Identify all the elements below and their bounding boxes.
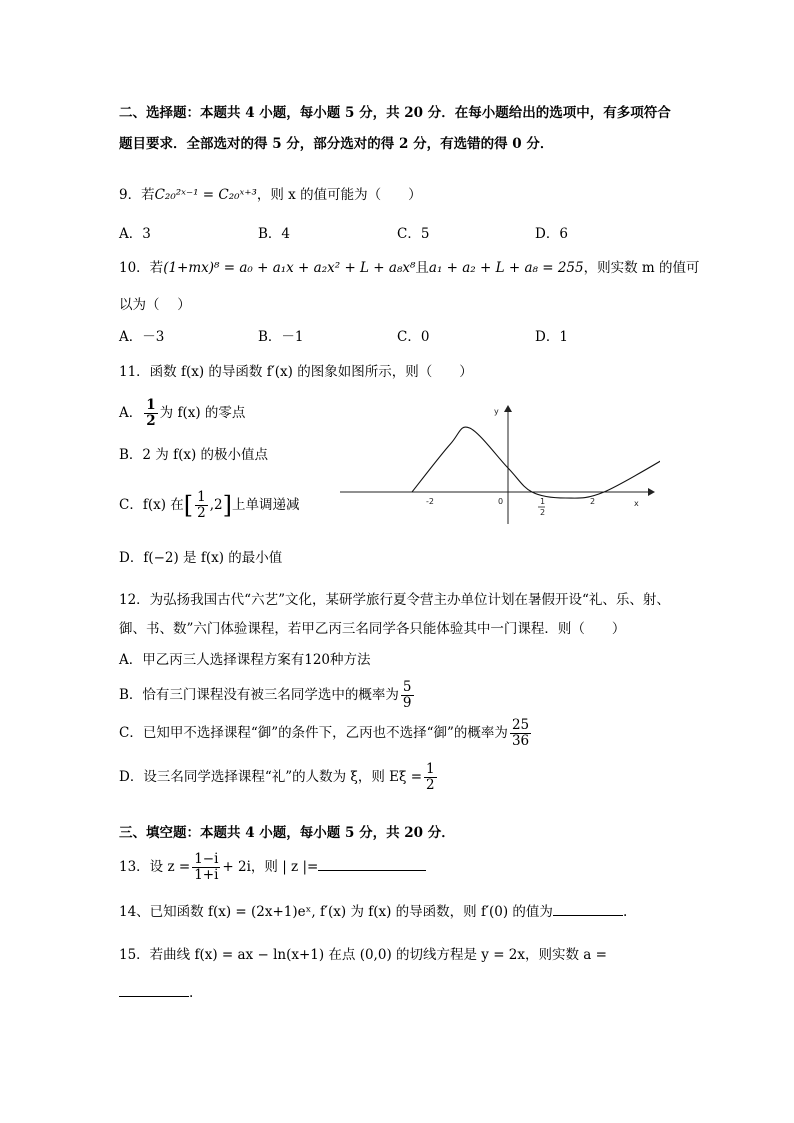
origin-label: 0 [498, 497, 504, 506]
q12-option-b-den: 9 [402, 695, 412, 711]
q11-option-c-lbracket: [ [183, 491, 194, 520]
q11-option-a-num: 1 [146, 397, 156, 413]
q13-suffix: + 2i，则 | z |= [222, 859, 319, 875]
q15-answer-blank[interactable] [119, 996, 189, 997]
section2-heading-line1: 二、选择题：本题共 4 小题，每小题 5 分，共 20 分．在每小题给出的选项中，有多项符合 [119, 105, 671, 121]
q12-option-b-num: 5 [402, 679, 412, 695]
x-axis-label: x [634, 499, 639, 508]
q14-end: . [622, 904, 628, 920]
q14-text: 14、已知函数 f(x) = (2x+1)eˣ, f′(x) 为 f(x) 的导函数，则 f′(0) 的值为 [119, 904, 553, 920]
section2-heading-line2: 题目要求．全部选对的得 5 分，部分选对的得 2 分，有选错的得 0 分． [119, 136, 554, 152]
q10-expression2: a₁ + a₂ + L + a₈ = 255 [428, 260, 584, 276]
q12-option-c-text: C．已知甲不选择课程“御”的条件下，乙丙也不选择“御”的概率为 [119, 725, 508, 741]
q11-option-c-fraction [195, 490, 208, 521]
q10-stem [119, 258, 699, 278]
q9-condition: C₂₀²ˣ⁻¹ = C₂₀ˣ⁺³ [154, 187, 257, 203]
q10-option-a: A．－3 [119, 329, 165, 345]
q12-option-d [119, 762, 439, 793]
q10-stem-line2: 以为（ ） [119, 297, 191, 313]
q9-option-d: D．6 [535, 226, 568, 242]
q15-answer-line [119, 983, 193, 1003]
q13-num: 1−i [194, 851, 219, 867]
q11-option-c-sep: ,2 [209, 497, 223, 513]
q15-stem: 15．若曲线 f(x) = ax − ln(x+1) 在点 (0,0) 的切线方程是 y = 2x，则实数 a = [119, 947, 607, 963]
q14-stem [119, 902, 627, 922]
q11-option-c-rbracket: ] [222, 491, 232, 520]
q13-den: 1+i [194, 867, 219, 883]
q11-option-c [119, 490, 300, 521]
q12-stem-line2: 御、书、数”六门体验课程，若甲乙丙三名同学各只能体验其中一门课程．则（ ） [119, 621, 626, 637]
q11-option-d: D．f(−2) 是 f(x) 的最小值 [119, 550, 283, 566]
q11-option-a-label: A． [119, 405, 143, 421]
q12-option-b-text: B．恰有三门课程没有被三名同学选中的概率为 [119, 687, 399, 703]
q13-fraction [192, 852, 220, 883]
q10-option-d: D．1 [535, 329, 568, 345]
q13-prefix: 13．设 z = [119, 859, 191, 875]
q11-option-c-label: C．f(x) 在 [119, 497, 184, 513]
q10-option-c: C．0 [397, 329, 430, 345]
q10-prefix: 10．若 [119, 260, 164, 276]
q9-option-b: B．4 [258, 226, 291, 242]
q9-option-a: A．3 [119, 226, 151, 242]
q10-suffix: ，则实数 m 的值可 [583, 260, 700, 276]
q11-option-a [119, 398, 245, 429]
q13-answer-blank[interactable] [318, 870, 426, 871]
q12-option-d-text: D．设三名同学选择课程“礼”的人数为 ξ，则 Eξ = [119, 769, 423, 785]
q12-stem-line1: 12．为弘扬我国古代“六艺”文化，某研学旅行夏令营主办单位计划在暑假开设“礼、乐、射、 [119, 592, 670, 608]
q12-option-c-den: 36 [511, 733, 530, 749]
q13-stem [119, 852, 426, 883]
q11-option-c-text: 上单调递减 [232, 497, 300, 513]
q9-stem [119, 185, 422, 205]
q15-end: . [189, 985, 194, 1001]
q11-option-c-den: 2 [197, 505, 206, 521]
q11-option-a-text: 为 f(x) 的零点 [159, 405, 246, 421]
section3-heading: 三、填空题：本题共 4 小题，每小题 5 分，共 20 分． [119, 825, 455, 841]
q11-option-a-fraction [144, 398, 157, 429]
q11-stem: 11．函数 f(x) 的导函数 f′(x) 的图象如图所示，则（ ） [119, 364, 473, 380]
q10-mid: 且 [415, 260, 429, 276]
x-tick-label-half-num: 1 [540, 497, 546, 506]
q9-suffix: ，则 x 的值可能为（ ） [256, 187, 422, 203]
y-axis-label: y [494, 407, 499, 416]
q11-graph-svg [338, 400, 660, 528]
derivative-curve [412, 427, 660, 498]
q11-derivative-graph [338, 400, 660, 528]
q12-option-b [119, 680, 416, 711]
q11-option-a-den: 2 [146, 413, 156, 429]
q12-option-a: A．甲乙丙三人选择课程方案有120种方法 [119, 652, 371, 668]
x-tick-label-half-den: 2 [540, 508, 546, 517]
q12-option-d-num: 1 [426, 761, 435, 777]
x-tick-label-neg2: -2 [426, 497, 434, 506]
q9-prefix: 9．若 [119, 187, 155, 203]
q12-option-c-fraction [510, 718, 531, 749]
q9-option-c: C．5 [397, 226, 430, 242]
q10-expression: (1+mx)⁸ = a₀ + a₁x + a₂x² + L + a₈x⁸ [163, 260, 416, 276]
q10-option-b: B．－1 [258, 329, 304, 345]
q12-option-c-num: 25 [511, 717, 530, 733]
q12-option-d-den: 2 [426, 777, 435, 793]
q11-option-b: B．2 为 f(x) 的极小值点 [119, 447, 269, 463]
q12-option-d-fraction [424, 762, 437, 793]
q12-option-c [119, 718, 533, 749]
x-tick-label-2: 2 [590, 497, 596, 506]
q14-answer-blank[interactable] [553, 915, 623, 916]
q12-option-b-fraction [401, 680, 414, 711]
q11-option-c-num: 1 [197, 489, 206, 505]
